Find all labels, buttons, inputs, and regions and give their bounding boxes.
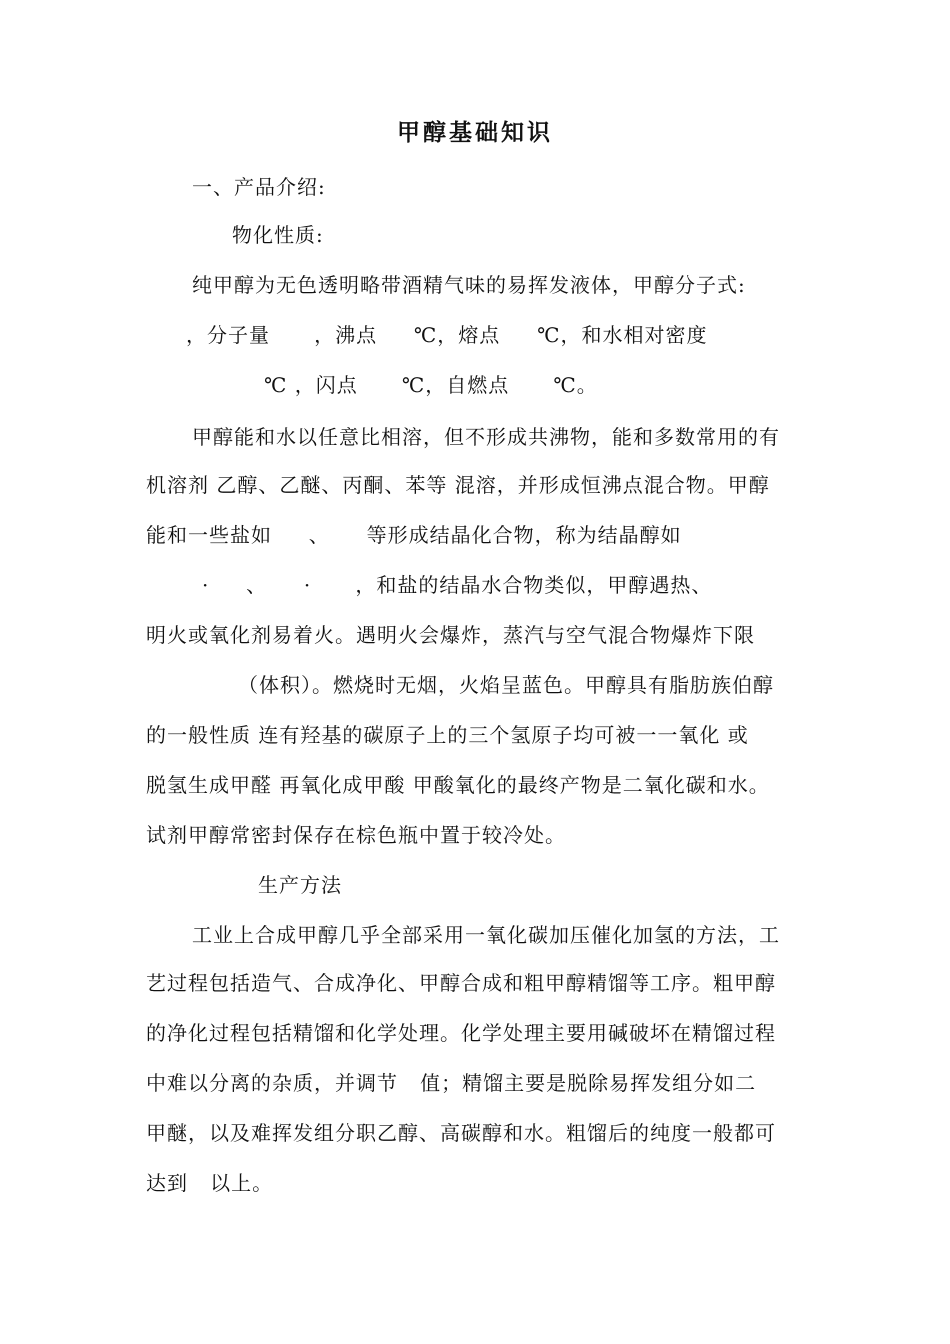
paragraph-line: ，分子量 ，沸点 ℃，熔点 ℃，和水相对密度: [186, 323, 708, 347]
paragraph-line: 甲醇能和水以任意比相溶，但不形成共沸物，能和多数常用的有: [192, 425, 780, 449]
paragraph-line: 工业上合成甲醇几乎全部采用一氧化碳加压催化加氢的方法，工: [192, 923, 780, 947]
document-title: 甲醇基础知识: [397, 119, 553, 146]
subsection-heading: 生产方法: [258, 873, 342, 897]
paragraph-line: 脱氢生成甲醛 再氧化成甲酸 甲酸氧化的最终产物是二氧化碳和水。: [146, 773, 770, 797]
paragraph-line: ℃ ，闪点 ℃，自燃点 ℃。: [264, 373, 598, 397]
paragraph-line: 明火或氧化剂易着火。遇明火会爆炸，蒸汽与空气混合物爆炸下限: [146, 623, 755, 647]
paragraph-line: 纯甲醇为无色透明略带酒精气味的易挥发液体，甲醇分子式:: [192, 273, 746, 297]
paragraph-line: 甲醚，以及难挥发组分职乙醇、高碳醇和水。粗馏后的纯度一般都可: [146, 1121, 776, 1145]
paragraph-line: 的一般性质 连有羟基的碳原子上的三个氢原子均可被一一氧化 或: [146, 723, 749, 747]
paragraph-line: （体积）。燃烧时无烟，火焰呈蓝色。甲醇具有脂肪族伯醇: [238, 673, 774, 697]
paragraph-line: · 、 · ，和盐的结晶水合物类似，甲醇遇热、: [202, 573, 713, 597]
paragraph-line: 的净化过程包括精馏和化学处理。化学处理主要用碱破坏在精馏过程: [146, 1021, 776, 1045]
section-heading: 一、产品介绍:: [192, 175, 326, 199]
paragraph-line: 机溶剂 乙醇、乙醚、丙酮、苯等 混溶，并形成恒沸点混合物。甲醇: [146, 473, 770, 497]
paragraph-line: 试剂甲醇常密封保存在棕色瓶中置于较冷处。: [146, 823, 566, 847]
paragraph-line: 达到 以上。: [146, 1171, 274, 1195]
paragraph-line: 能和一些盐如 、 等形成结晶化合物，称为结晶醇如: [146, 523, 682, 547]
paragraph-line: 中难以分离的杂质，并调节 值；精馏主要是脱除易挥发组分如二: [146, 1071, 757, 1095]
paragraph-line: 艺过程包括造气、合成净化、甲醇合成和粗甲醇精馏等工序。粗甲醇: [146, 971, 776, 995]
subsection-heading: 物化性质:: [232, 223, 324, 247]
